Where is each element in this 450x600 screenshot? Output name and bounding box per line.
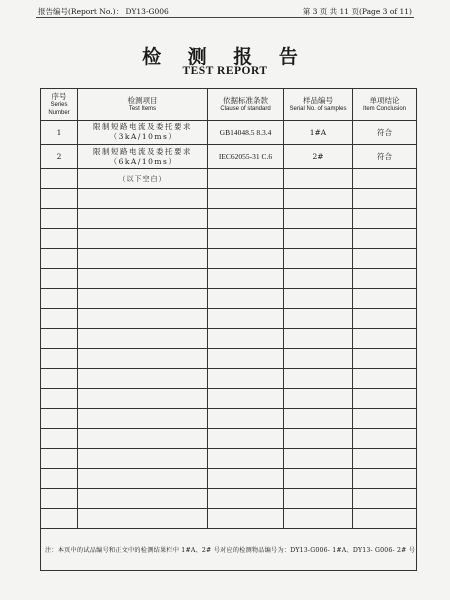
cell-empty (41, 328, 78, 348)
page-indicator: 第 3 页 共 11 页(Page 3 of 11) (302, 7, 412, 16)
cell-empty (353, 469, 417, 489)
cell-empty (41, 469, 78, 489)
report-number: 报告编号(Report No.)： DY13-G006 (38, 7, 169, 16)
cell-empty (41, 308, 78, 328)
cell-empty (208, 288, 284, 308)
footer-row (41, 529, 417, 571)
cell-empty (208, 449, 284, 469)
table-row (41, 144, 417, 168)
cell-empty (353, 409, 417, 429)
cell-empty (78, 369, 208, 389)
empty-table-row (41, 469, 417, 489)
cell-empty (208, 469, 284, 489)
column-header-conclusion: 单项结论 Item Conclusion (353, 89, 417, 121)
cell-empty (353, 429, 417, 449)
cell-empty (78, 228, 208, 248)
title-chinese: 检 测 报 告 (142, 46, 308, 68)
cell-empty (78, 489, 208, 509)
cell-empty (208, 509, 284, 529)
cell-empty (353, 169, 417, 188)
table-header-row (41, 89, 417, 121)
table-row (41, 169, 417, 188)
cell-empty (208, 188, 284, 208)
column-header-items: 检测项目 Test Items (78, 89, 208, 121)
cell-empty (41, 509, 78, 529)
empty-table-row (41, 489, 417, 509)
cell-empty (208, 348, 284, 368)
cell-empty (353, 449, 417, 469)
cell-empty (78, 469, 208, 489)
cell-empty (208, 228, 284, 248)
cell-empty (78, 268, 208, 288)
cell-empty (284, 228, 353, 248)
empty-table-row (41, 369, 417, 389)
cell-empty (208, 429, 284, 449)
footer-note: 注：本页中的试品编号和正文中的检测结果栏中 1#A、2# 号对应的检测物品编号为：DY13-G006- 1#A、DY13- G006- 2# 号 (41, 529, 417, 571)
cell-empty (353, 228, 417, 248)
cell-empty (353, 509, 417, 529)
cell-conclusion: 符合 (353, 144, 417, 168)
cell-test-item: 限制短路电流及委托要求 （3kA/10ms） (78, 120, 208, 144)
cell-empty (78, 449, 208, 469)
cell-series: 1 (41, 120, 78, 144)
cell-empty (208, 409, 284, 429)
empty-table-row (41, 409, 417, 429)
cell-test-item: 限制短路电流及委托要求 （6kA/10ms） (78, 144, 208, 168)
empty-table-row (41, 348, 417, 368)
cell-empty (78, 308, 208, 328)
cell-empty (208, 268, 284, 288)
cell-empty (78, 389, 208, 409)
cell-empty (41, 369, 78, 389)
blank-below-note: （以下空白） (78, 169, 208, 188)
test-results-table (40, 88, 417, 571)
empty-table-row (41, 208, 417, 228)
cell-empty (208, 308, 284, 328)
cell-empty (284, 489, 353, 509)
cell-empty (208, 328, 284, 348)
cell-empty (284, 469, 353, 489)
empty-table-row (41, 449, 417, 469)
cell-empty (353, 288, 417, 308)
cell-empty (284, 248, 353, 268)
empty-table-row (41, 288, 417, 308)
column-header-series: 序号 Series Number (41, 89, 78, 121)
cell-empty (78, 328, 208, 348)
cell-empty (78, 208, 208, 228)
table-row (41, 120, 417, 144)
cell-empty (41, 268, 78, 288)
cell-empty (208, 389, 284, 409)
cell-empty (353, 369, 417, 389)
header-divider (36, 17, 414, 18)
cell-empty (353, 328, 417, 348)
empty-table-row (41, 389, 417, 409)
cell-empty (284, 268, 353, 288)
cell-empty (284, 429, 353, 449)
cell-empty (78, 429, 208, 449)
cell-empty (208, 208, 284, 228)
cell-empty (284, 188, 353, 208)
cell-empty (284, 208, 353, 228)
cell-empty (78, 188, 208, 208)
cell-empty (353, 268, 417, 288)
cell-empty (353, 308, 417, 328)
cell-empty (353, 348, 417, 368)
cell-empty (41, 429, 78, 449)
cell-empty (284, 328, 353, 348)
cell-empty (284, 409, 353, 429)
cell-empty (353, 489, 417, 509)
cell-empty (78, 248, 208, 268)
cell-empty (208, 369, 284, 389)
cell-empty (41, 389, 78, 409)
empty-table-row (41, 188, 417, 208)
cell-empty (41, 208, 78, 228)
empty-table-row (41, 308, 417, 328)
title-english: TEST REPORT (182, 65, 268, 77)
empty-table-row (41, 429, 417, 449)
cell-empty (353, 208, 417, 228)
cell-empty (353, 248, 417, 268)
cell-empty (41, 228, 78, 248)
cell-empty (78, 348, 208, 368)
cell-empty (284, 169, 353, 188)
column-header-samples: 样品编号 Serial No. of samples (284, 89, 353, 121)
cell-empty (284, 348, 353, 368)
cell-empty (353, 188, 417, 208)
cell-clause: GB14048.5 8.3.4 (208, 120, 284, 144)
cell-empty (353, 389, 417, 409)
cell-empty (284, 509, 353, 529)
cell-empty (78, 509, 208, 529)
cell-empty (41, 489, 78, 509)
cell-sample: 1#A (284, 120, 353, 144)
cell-empty (208, 489, 284, 509)
cell-empty (284, 369, 353, 389)
cell-empty (41, 348, 78, 368)
empty-table-row (41, 248, 417, 268)
cell-clause: IEC62055-31 C.6 (208, 144, 284, 168)
empty-table-row (41, 268, 417, 288)
empty-table-row (41, 228, 417, 248)
cell-empty (41, 409, 78, 429)
cell-empty (284, 389, 353, 409)
empty-table-row (41, 509, 417, 529)
column-header-clause: 依据标准条款 Clause of standard (208, 89, 284, 121)
cell-empty (208, 169, 284, 188)
cell-sample: 2# (284, 144, 353, 168)
cell-empty (208, 248, 284, 268)
cell-empty (41, 188, 78, 208)
cell-empty (41, 449, 78, 469)
cell-conclusion: 符合 (353, 120, 417, 144)
cell-empty (284, 308, 353, 328)
empty-table-row (41, 328, 417, 348)
cell-empty (41, 288, 78, 308)
cell-empty (284, 288, 353, 308)
empty-rows (41, 188, 417, 529)
cell-series: 2 (41, 144, 78, 168)
cell-empty (78, 409, 208, 429)
cell-empty (78, 288, 208, 308)
cell-empty (284, 449, 353, 469)
cell-empty (41, 248, 78, 268)
cell-empty (41, 169, 78, 188)
